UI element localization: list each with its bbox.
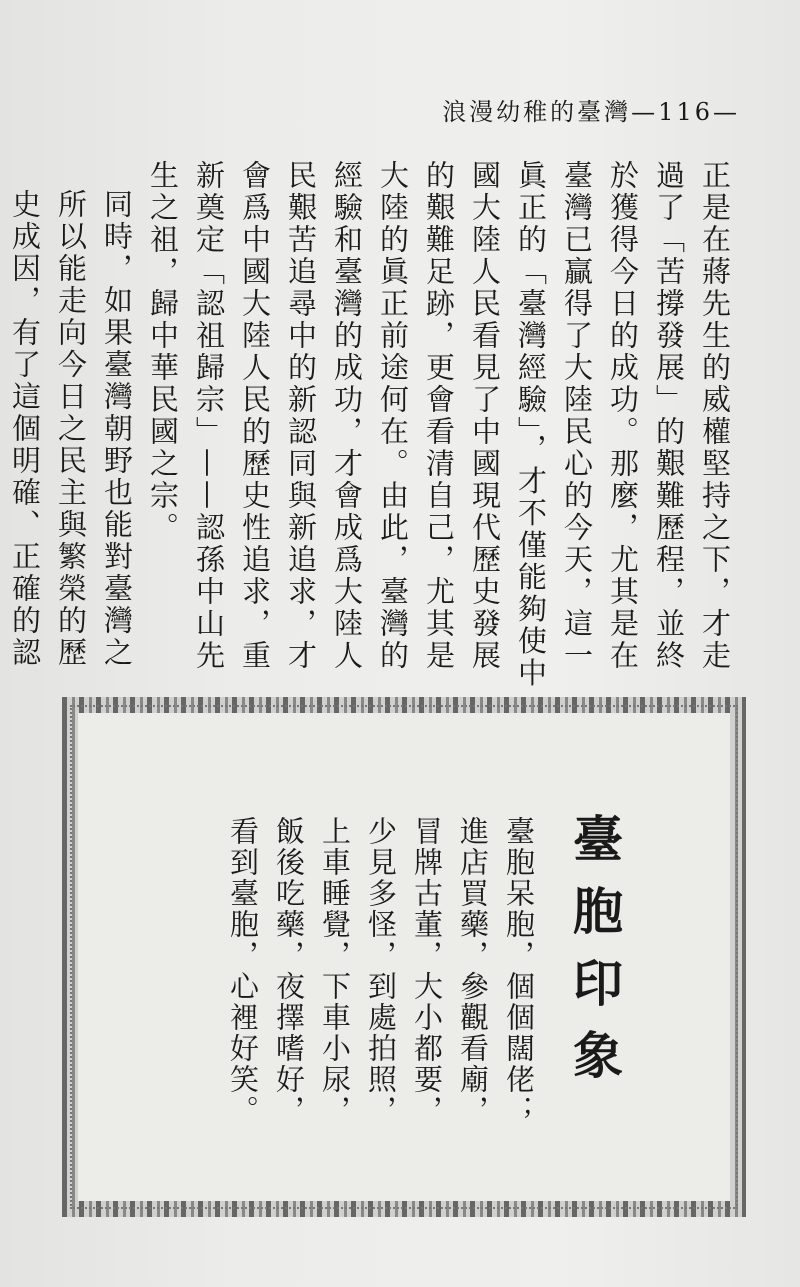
poem-line: 冒牌古董，大小都要， bbox=[410, 816, 444, 1126]
body-paragraph-1: 正是在蔣先生的威權堅持之下，才走過了「苦撐發展」的艱難歷程，並終於獲得今日的成功。那麼，尤其是在臺灣已贏得了大陸民心的今天，這一眞正的「臺灣經驗」，才不僅能夠使中國大陸人民看見了中國現代歷史發展的艱難足跡，更會看清自己，尤其是大陸的眞正前途何在。由此，臺灣的經驗和臺灣的成功，才會成爲大陸人民艱苦追尋中的新認同與新追求，才會爲中國大陸人民的歷史性追求，重新奠定「認祖歸宗」——認孫中山先生之祖，歸中華民國之宗。 bbox=[146, 160, 732, 690]
body-text bbox=[8, 160, 738, 700]
poem-line: 少見多怪，到處拍照， bbox=[364, 816, 398, 1126]
body-paragraph-2: 同時，如果臺灣朝野也能對臺灣之所以能走向今日之民主與繁榮的歷史成因，有了這個明確、正確的認 bbox=[8, 189, 134, 669]
poem-line: 飯後吃藥，夜擇嗜好， bbox=[272, 816, 306, 1126]
poem-line: 臺胞呆胞，個個闊佬； bbox=[502, 816, 536, 1126]
poem-line: 進店買藥，參觀看廟， bbox=[456, 816, 490, 1126]
decorative-flower-border-box bbox=[62, 697, 746, 1217]
running-head: 浪漫幼稚的臺灣—116— bbox=[442, 98, 740, 126]
poem-line: 看到臺胞，心裡好笑。 bbox=[226, 816, 260, 1126]
poem-title: 臺胞印象 bbox=[565, 813, 623, 1101]
poem-lines bbox=[220, 816, 542, 1136]
poem-line: 上車睡覺，下車小尿， bbox=[318, 816, 352, 1126]
